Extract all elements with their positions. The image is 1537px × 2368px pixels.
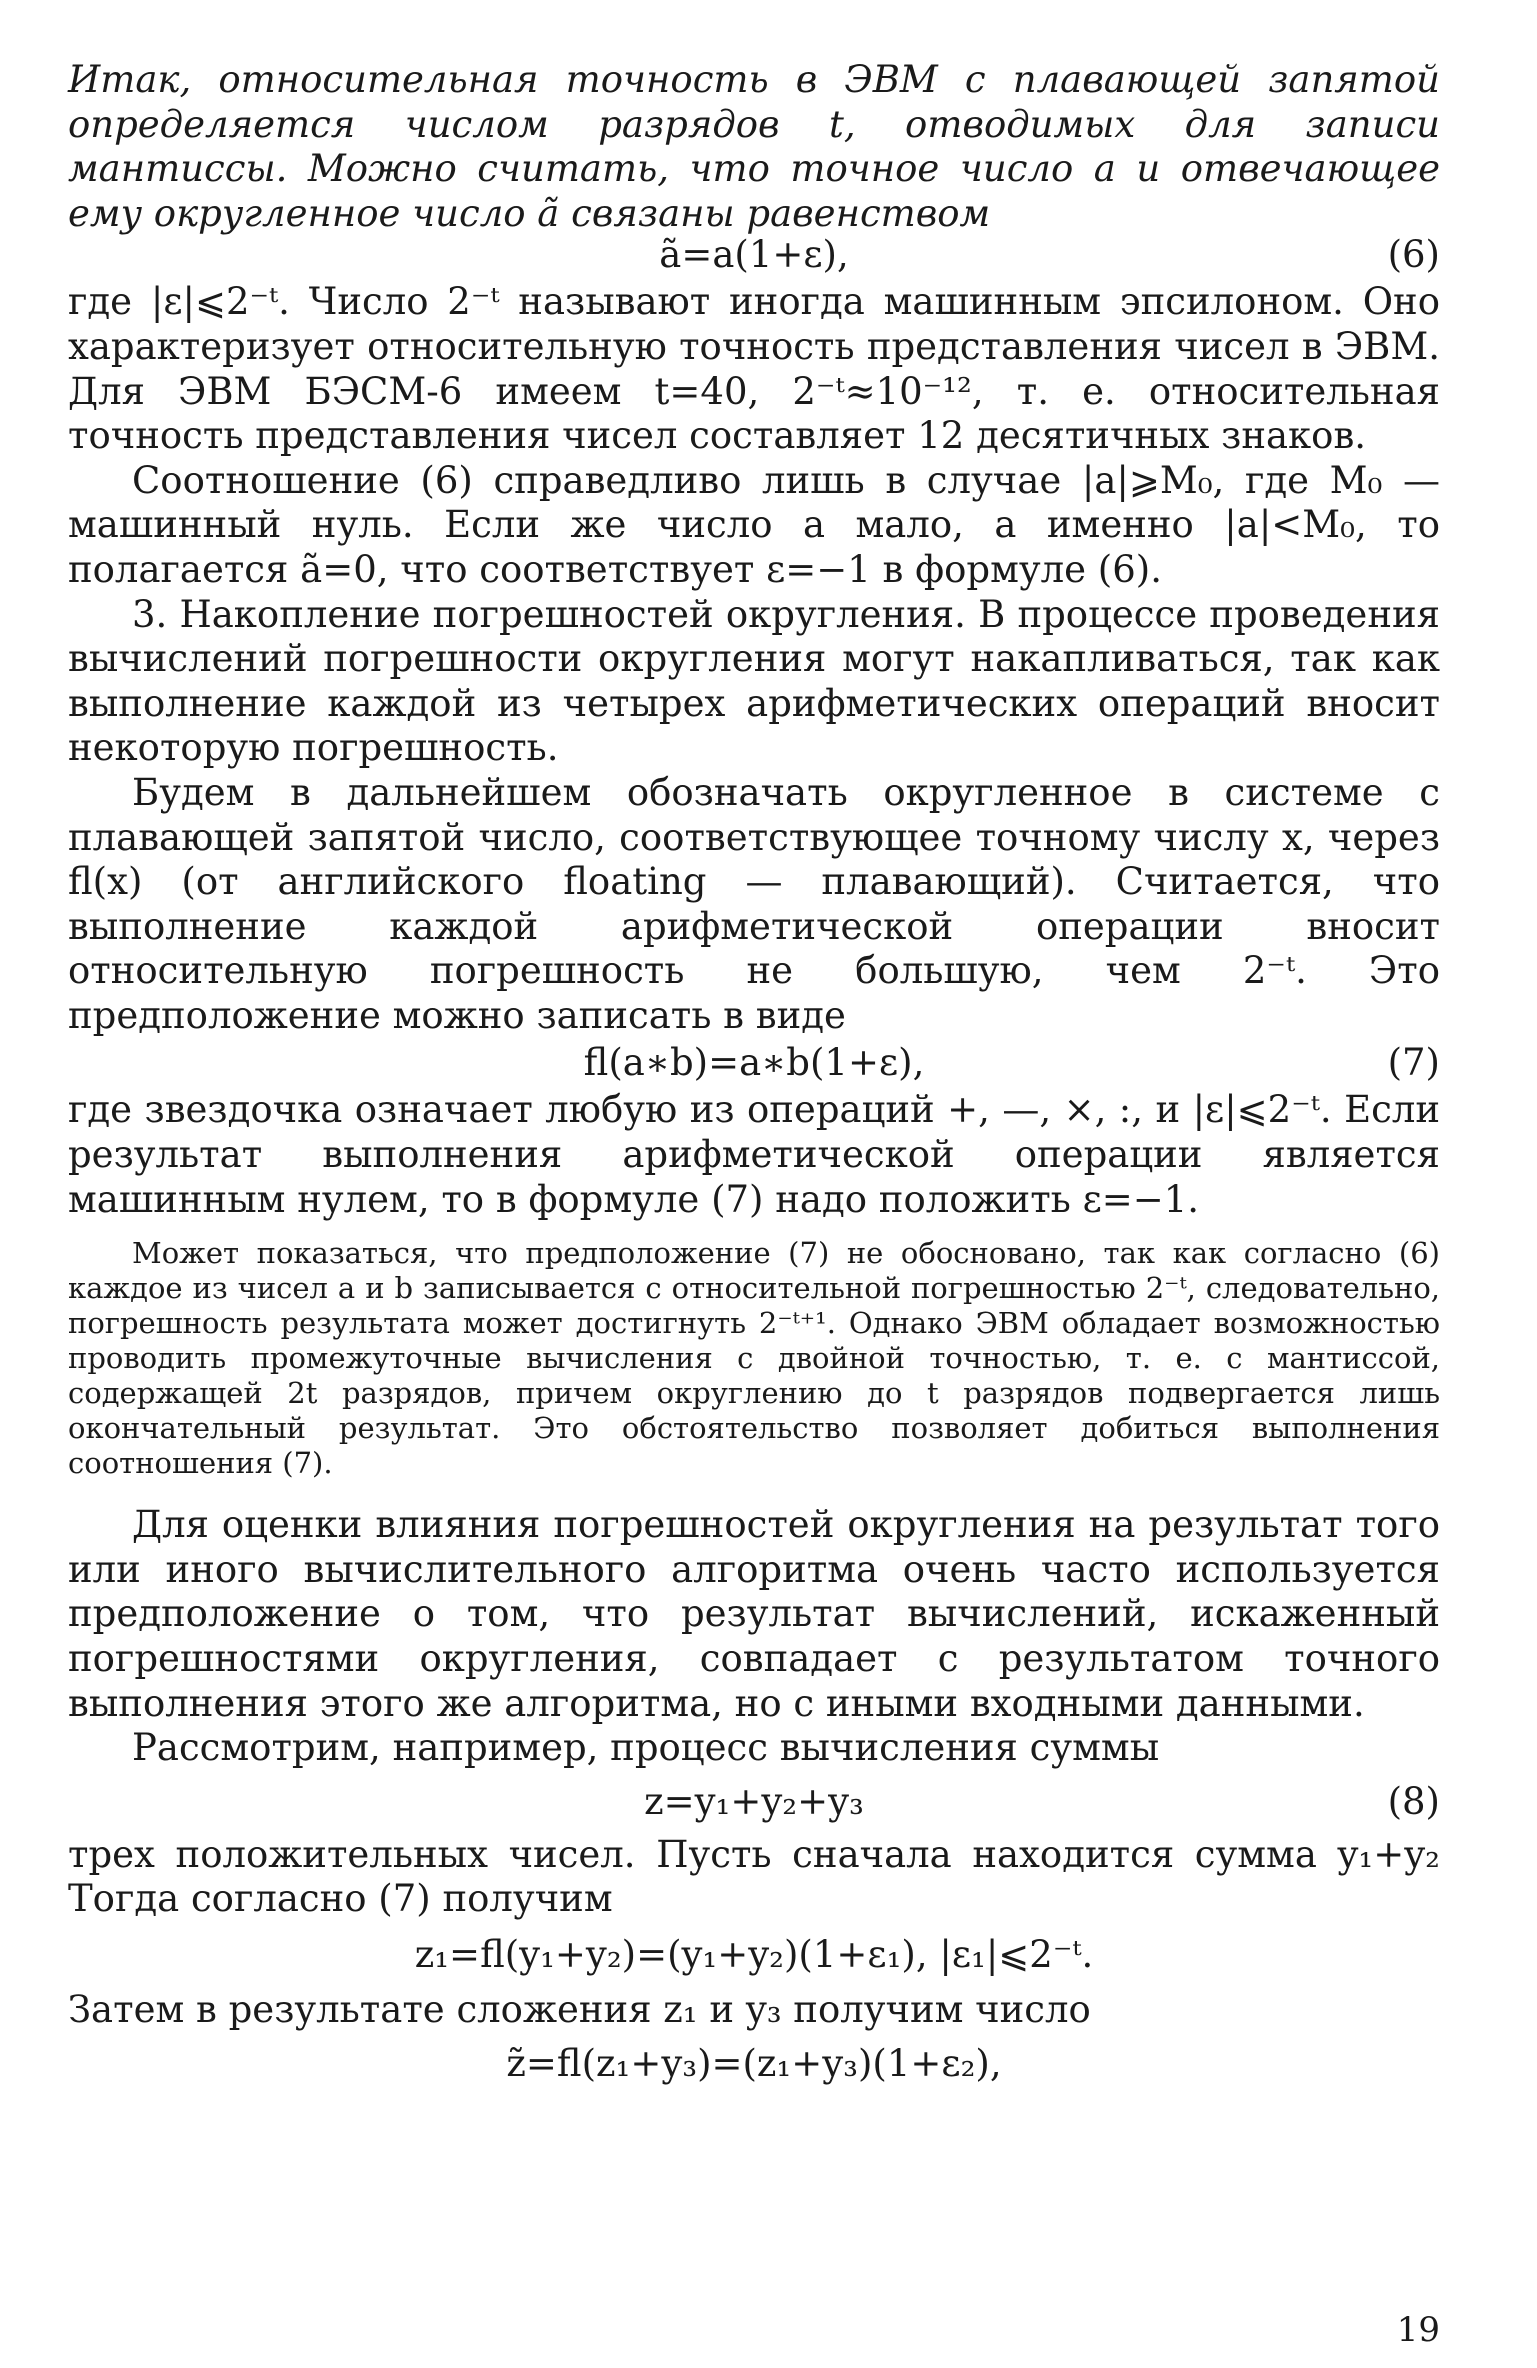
- formula-8: [68, 1777, 1440, 1827]
- paragraph: трех положительных чисел. Пусть сначала находится сумма y₁+y₂ Тогда согласно (7) получим: [68, 1832, 1440, 1921]
- formula-z1: [68, 1930, 1440, 1980]
- formula-number: (7): [1387, 1041, 1440, 1085]
- paragraph: Для оценки влияния погрешностей округления на результат того или иного вычислительного алгоритма очень часто используется предположение о том, что результат вычислений, искаженный погрешностями округления, совпадает с результатом точного выполнения этого же алгоритма, но с иными входными данными.: [68, 1503, 1440, 1725]
- formula-expression: z₁=fl(y₁+y₂)=(y₁+y₂)(1+ε₁), |ε₁|⩽2⁻ᵗ.: [414, 1933, 1094, 1976]
- formula-z-tilde: [68, 2039, 1440, 2089]
- page-text: [68, 58, 1440, 2095]
- page-number: 19: [1396, 2310, 1440, 2350]
- formula-number: (8): [1387, 1779, 1440, 1823]
- paragraph: Рассмотрим, например, процесс вычисления суммы: [132, 1726, 1160, 1770]
- paragraph: Будем в дальнейшем обозначать округленное в системе с плавающей запятой число, соответствующее точному числу x, через fl(x) (от английского floating — плавающий). Считается, что выполнение каждой арифметической операции вносит относительную погрешность не большую, чем 2⁻ᵗ. Это предположение можно записать в виде: [68, 770, 1440, 1037]
- small-print-note: Может показаться, что предположение (7) не обосновано, так как согласно (6) каждое из чисел a и b записывается с относительной погрешностью 2⁻ᵗ, следовательно, погрешность результата может достигнуть 2⁻ᵗ⁺¹. Однако ЭВМ обладает возможностью проводить промежуточные вычисления с двойной точностью, т. е. с мантиссой, содержащей 2t разрядов, причем округлению до t разрядов подвергается лишь окончательный результат. Это обстоятельство позволяет добиться выполнения соотношения (7).: [68, 1236, 1440, 1481]
- paragraph: где звездочка означает любую из операций +, —, ×, :, и |ε|⩽2⁻ᵗ. Если результат выполнения арифметической операции является машинным нулем, то в формуле (7) надо положить ε=−1.: [68, 1088, 1440, 1221]
- formula-7: [68, 1038, 1440, 1088]
- formula-number: (6): [1387, 233, 1440, 277]
- section-paragraph: 3. Накопление погрешностей округления. В процессе проведения вычислений погрешности округления могут накапливаться, так как выполнение каждой из четырех арифметических операций вносит некоторую погрешность.: [68, 592, 1440, 770]
- formula-expression: ã=a(1+ε),: [659, 233, 849, 277]
- paragraph: Итак, относительная точность в ЭВМ с плавающей запятой определяется числом разрядов t, отводимых для записи мантиссы. Можно считать, что точное число a и отвечающее ему округленное число ã связаны равенством: [68, 58, 1440, 235]
- formula-expression: z̃=fl(z₁+y₃)=(z₁+y₃)(1+ε₂),: [506, 2041, 1002, 2085]
- formula-expression: fl(a∗b)=a∗b(1+ε),: [583, 1041, 925, 1085]
- formula-expression: z=y₁+y₂+y₃: [644, 1779, 864, 1823]
- paragraph: Затем в результате сложения z₁ и y₃ получим число: [68, 1988, 1091, 2031]
- paragraph: Соотношение (6) справедливо лишь в случае |a|⩾M₀, где M₀ — машинный нуль. Если же число a мало, а именно |a|<M₀, то полагается ã=0, что соответствует ε=−1 в формуле (6).: [68, 458, 1440, 591]
- paragraph: где |ε|⩽2⁻ᵗ. Число 2⁻ᵗ называют иногда машинным эпсилоном. Оно характеризует относительную точность представления чисел в ЭВМ. Для ЭВМ БЭСМ-6 имеем t=40, 2⁻ᵗ≈10⁻¹², т. е. относительная точность представления чисел составляет 12 десятичных знаков.: [68, 280, 1440, 458]
- formula-6: [68, 230, 1440, 280]
